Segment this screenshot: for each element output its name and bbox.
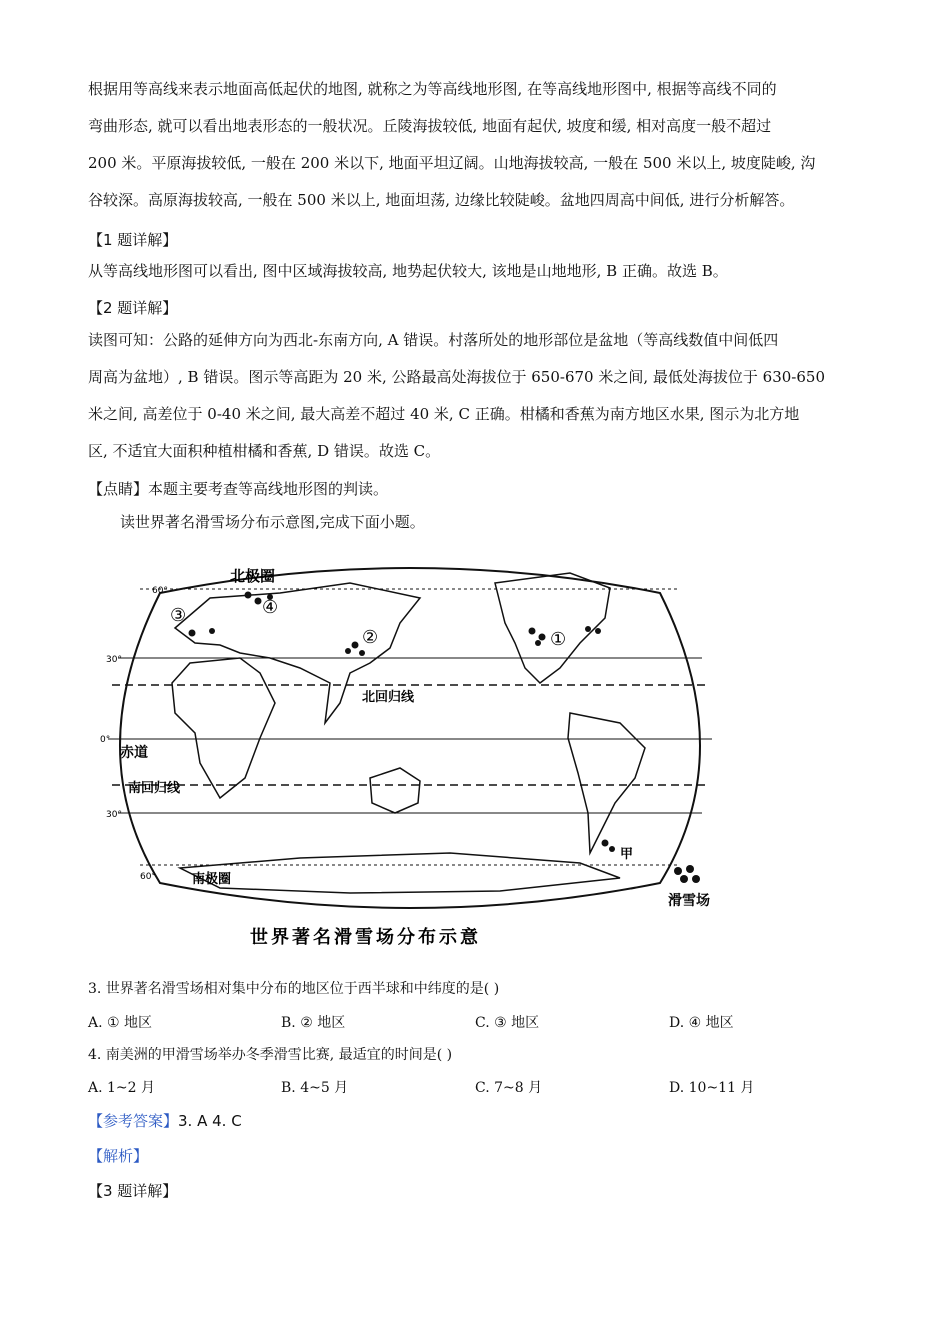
africa-outline — [172, 658, 275, 798]
map-frame — [120, 568, 700, 908]
section-intro: 读世界著名滑雪场分布示意图,完成下面小题。 — [120, 513, 425, 531]
intro-line-2: 弯曲形态, 就可以看出地表形态的一般状况。丘陵海拔较低, 地面有起伏, 坡度和缓, 相对高度一般不超过 — [88, 117, 772, 135]
antarctica-outline — [180, 853, 620, 893]
label-region-2: ② — [362, 627, 379, 648]
q3-option-c: C. ③ 地区 — [475, 1015, 540, 1031]
dianjing-note: 【点睛】本题主要考查等高线地形图的判读。 — [88, 480, 389, 498]
lat-label-n30: 30° — [106, 655, 122, 665]
label-tropic-cancer: 北回归线 — [362, 690, 415, 705]
q3-stem: 3. 世界著名滑雪场相对集中分布的地区位于西半球和中纬度的是( ) — [88, 981, 500, 997]
australia-outline — [370, 768, 420, 813]
lat-label-s30: 30° — [106, 810, 122, 820]
label-arctic: 北极圈 — [230, 567, 276, 585]
ski-resort-map — [100, 553, 720, 953]
legend-dots — [674, 865, 700, 883]
q2-line-2: 周高为盆地）, B 错误。图示等高距为 20 米, 公路最高处海拔位于 650-670 米之间, 最低处海拔位于 630-650 — [88, 368, 825, 386]
q1-text-line: 从等高线地形图可以看出, 图中区域海拔较高, 地势起伏较大, 该地是山地地形, B 正确。故选 B。 — [88, 262, 728, 280]
q3-option-b: B. ② 地区 — [281, 1015, 346, 1031]
q3-option-d: D. ④ 地区 — [669, 1015, 734, 1031]
analysis-label: 【解析】 — [88, 1147, 149, 1165]
q4-stem: 4. 南美洲的甲滑雪场举办冬季滑雪比赛, 最适宜的时间是( ) — [88, 1047, 453, 1063]
south-america-outline — [568, 713, 645, 853]
q3-header: 【3 题详解】 — [88, 1182, 178, 1200]
intro-line-4: 谷较深。高原海拔较高, 一般在 500 米以上, 地面坦荡, 边缘比较陡峻。盆地四周高中间低, 进行分析解答。 — [88, 191, 795, 209]
label-region-4: ④ — [262, 597, 279, 618]
label-equator: 赤道 — [120, 745, 148, 761]
q2-line-4: 区, 不适宜大面积种植柑橘和香蕉, D 错误。故选 C。 — [88, 442, 441, 460]
q1-header: 【1 题详解】 — [88, 231, 178, 249]
q2-paragraph — [88, 322, 864, 470]
q3-option-a: A. ① 地区 — [88, 1015, 153, 1031]
q2-line-1: 读图可知：公路的延伸方向为西北-东南方向, A 错误。村落所处的地形部位是盆地（等高线数值中间低四 — [88, 331, 779, 349]
intro-line-3: 200 米。平原海拔较低, 一般在 200 米以下, 地面平坦辽阔。山地海拔较高, 一般在 500 米以上, 坡度陡峻, 沟 — [88, 154, 816, 172]
intro-paragraph — [88, 71, 864, 219]
label-tropic-capricorn: 南回归线 — [128, 781, 181, 796]
label-region-1: ① — [550, 629, 567, 650]
q2-header: 【2 题详解】 — [88, 299, 178, 317]
lat-label-s60: 60° — [140, 872, 156, 882]
q4-option-b: B. 4~5 月 — [281, 1080, 349, 1096]
q4-option-d: D. 10~11 月 — [669, 1080, 755, 1096]
lat-label-n60: 60° — [152, 586, 168, 596]
q4-option-a: A. 1~2 月 — [88, 1080, 156, 1096]
answer-line — [88, 1110, 242, 1131]
label-antarctic: 南极圈 — [192, 872, 232, 887]
label-legend: 滑雪场 — [668, 893, 710, 909]
label-region-3: ③ — [170, 605, 187, 626]
q2-line-3: 米之间, 高差位于 0-40 米之间, 最大高差不超过 40 米, C 正确。柑橘和香蕉为南方地区水果, 图示为北方地 — [88, 405, 800, 423]
answer-text: 3. A 4. C — [178, 1112, 242, 1130]
map-title: 世界著名滑雪场分布示意 — [250, 927, 481, 948]
lat-label-eq: 0° — [100, 735, 111, 745]
answer-label: 【参考答案】 — [88, 1112, 179, 1130]
label-jia: 甲 — [620, 847, 634, 862]
q1-text — [88, 253, 864, 290]
q4-option-c: C. 7~8 月 — [475, 1080, 543, 1096]
intro-line-1: 根据用等高线来表示地面高低起伏的地图, 就称之为等高线地形图, 在等高线地形图中, 根据等高线不同的 — [88, 80, 777, 98]
